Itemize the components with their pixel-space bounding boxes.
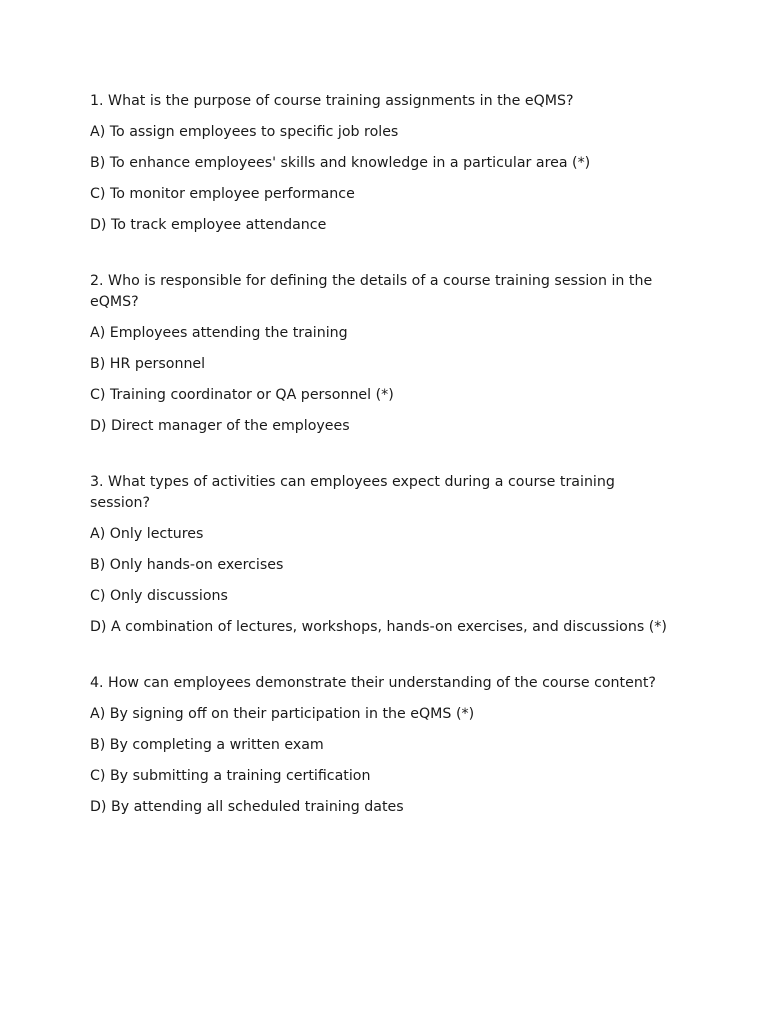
- answer-option: A) Employees attending the training: [90, 325, 348, 341]
- question-text: 1. What is the purpose of course training assignments in the eQMS?: [90, 93, 574, 109]
- answer-option: C) Only discussions: [90, 588, 228, 604]
- question-block-2: [90, 271, 670, 437]
- answer-option: C) Training coordinator or QA personnel (*): [90, 387, 394, 403]
- question-text: 3. What types of activities can employees expect during a course training session?: [90, 474, 615, 511]
- answer-option: B) Only hands-on exercises: [90, 557, 284, 573]
- question-block-3: [90, 472, 670, 638]
- answer-option: D) Direct manager of the employees: [90, 418, 350, 434]
- answer-option: A) To assign employees to specific job roles: [90, 124, 399, 140]
- question-text: 4. How can employees demonstrate their understanding of the course content?: [90, 675, 656, 691]
- answer-option: B) To enhance employees' skills and knowledge in a particular area (*): [90, 155, 591, 171]
- answer-option: A) Only lectures: [90, 526, 204, 542]
- answer-option: D) A combination of lectures, workshops, hands-on exercises, and discussions (*): [90, 619, 667, 635]
- answer-option: B) By completing a written exam: [90, 737, 324, 753]
- quiz-document: [90, 91, 670, 853]
- answer-option: D) To track employee attendance: [90, 217, 327, 233]
- answer-option: B) HR personnel: [90, 356, 206, 372]
- question-block-1: [90, 91, 670, 236]
- question-text: 2. Who is responsible for defining the details of a course training session in the eQMS?: [90, 273, 653, 310]
- answer-option: C) To monitor employee performance: [90, 186, 355, 202]
- answer-option: C) By submitting a training certification: [90, 768, 371, 784]
- answer-option: D) By attending all scheduled training dates: [90, 799, 404, 815]
- answer-option: A) By signing off on their participation in the eQMS (*): [90, 706, 475, 722]
- question-block-4: [90, 673, 670, 818]
